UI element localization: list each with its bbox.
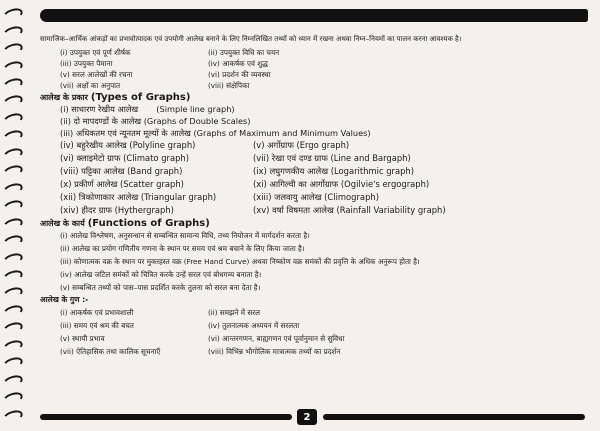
spiral-ring	[2, 251, 24, 268]
spiral-binding	[3, 0, 21, 431]
spiral-ring	[2, 338, 24, 355]
spiral-ring	[2, 181, 24, 198]
spiral-ring	[2, 198, 24, 215]
types-heading	[40, 91, 590, 103]
spiral-ring	[2, 24, 24, 41]
function-item: (iii) कोणात्मक वक्र के स्थान पर मुक्तहस्त वक्र (Free Hand Curve) अथवा निष्कोण वक्र समंकों की प्रवृत्ति के अधिक अनुरूप होता है।	[60, 256, 420, 266]
spiral-ring	[2, 94, 24, 111]
merit-row	[40, 306, 590, 319]
merit-item: (iv) तुलनात्मक अध्ययन में सरलता	[208, 320, 300, 330]
type-item: (xii) त्रिकोणाकार आलेख (Triangular graph)	[60, 192, 217, 202]
rule-item: (i) उपयुक्त एवं पूर्ण शीर्षक	[60, 47, 131, 57]
merit-item: (ii) समझने में सरल	[208, 307, 261, 317]
type-item: (i) साधारण रेखीय आलेख (Simple line graph)	[60, 103, 235, 114]
rule-item: (iii) उपयुक्त पैमाना	[60, 58, 113, 68]
spiral-ring	[2, 373, 24, 390]
spiral-ring	[2, 355, 24, 372]
rule-item: (iv) आकर्षक एवं शुद्ध	[208, 58, 268, 68]
type-row	[40, 139, 590, 152]
rule-item: (v) सरल आलेखों की रचना	[60, 69, 133, 79]
spiral-ring	[2, 129, 24, 146]
spiral-ring	[2, 408, 24, 425]
type-item: (xi) आगिल्वी का आर्गोग्राफ (Ogilvie's ergograph)	[253, 179, 430, 189]
type-item: (viii) पट्टिका आलेख (Band graph)	[60, 166, 183, 176]
rule-item: (vii) अक्षों का अनुपात	[60, 80, 121, 90]
spiral-ring	[2, 390, 24, 407]
type-item: (v) अर्गोग्राफ (Ergo graph)	[253, 140, 350, 150]
merit-row	[40, 332, 590, 345]
merit-item: (vi) आन्तरगणन, बाह्यगणन एवं पूर्वानुमान से सुविधा	[208, 333, 345, 343]
spiral-ring	[2, 146, 24, 163]
type-item: (vi) क्लाइमेटो ग्राफ (Climato graph)	[60, 153, 189, 163]
merits-heading: आलेख के गुण :-	[40, 295, 89, 304]
rule-row	[40, 80, 590, 91]
spiral-ring	[2, 6, 24, 23]
type-item: (x) प्रकीर्ण आलेख (Scatter graph)	[60, 179, 184, 189]
functions-heading-hi: आलेख के कार्य	[40, 218, 85, 228]
type-row	[40, 178, 590, 191]
footer-bar-left	[40, 414, 292, 420]
type-item: (iii) अधिकतम एवं न्यूनतम मूल्यों के आलेख (Graphs of Maximum and Minimum Values)	[60, 127, 371, 138]
type-item: (xiv) हीदर ग्राफ (Hythergraph)	[60, 205, 174, 215]
spiral-ring	[2, 111, 24, 128]
spiral-ring	[2, 303, 24, 320]
type-row	[40, 204, 590, 217]
merit-item: (iii) समय एवं श्रम की बचत	[60, 320, 134, 330]
rule-item: (viii) संक्षेपिका	[208, 80, 250, 90]
page-content	[40, 35, 590, 358]
spiral-ring	[2, 59, 24, 76]
type-row	[40, 165, 590, 178]
functions-heading-en: (Functions of Graphs)	[87, 217, 210, 229]
merit-item: (v) स्थायी प्रभाव	[60, 333, 105, 343]
rule-row	[40, 47, 590, 58]
type-item: (iv) बहुरेखीय आलेख (Polyline graph)	[60, 140, 196, 150]
page-number: 2	[297, 409, 317, 425]
merit-row	[40, 319, 590, 332]
merit-item: (vii) ऐतिहासिक तथा कालिक सूचनाएँ	[60, 346, 161, 356]
type-item: (xv) वर्षा विषमता आलेख (Rainfall Variability graph)	[253, 205, 446, 215]
types-heading-en: (Types of Graphs)	[90, 91, 191, 103]
type-item: (ix) लघुगणकीय आलेख (Logarithmic graph)	[253, 166, 415, 176]
type-row	[40, 152, 590, 165]
function-item: (v) सम्बन्धित तथ्यों को पास–पास प्रदर्शित करके तुलना को सरल बना देता है।	[60, 282, 261, 292]
rule-item: (vi) प्रदर्शन की व्यवस्था	[208, 69, 271, 79]
function-item: (i) आलेख विश्लेषण, अनुसन्धान से सम्बन्धित सामान्य विधि, तथ्य नियोजन में मार्गदर्शन करता है।	[60, 230, 310, 240]
spiral-ring	[2, 41, 24, 58]
merit-item: (i) आकर्षक एवं प्रभावशाली	[60, 307, 134, 317]
types-heading-hi: आलेख के प्रकार	[40, 92, 88, 102]
spiral-ring	[2, 76, 24, 93]
spiral-ring	[2, 233, 24, 250]
type-item: (xiii) जलवायु आलेख (Climograph)	[253, 192, 379, 202]
rule-item: (ii) उपयुक्त विधि का चयन	[208, 47, 280, 57]
rule-row	[40, 58, 590, 69]
spiral-ring	[2, 321, 24, 338]
spiral-ring	[2, 216, 24, 233]
spiral-ring	[2, 163, 24, 180]
spiral-ring	[2, 268, 24, 285]
function-item: (ii) आलेख का प्रयोग गणितीय गणना के स्थान पर समय एवं श्रम बचाने के लिए किया जाता है।	[60, 243, 305, 253]
type-item: (ii) दो मापदण्डों के आलेख (Graphs of Double Scales)	[60, 115, 251, 126]
footer-bar-right	[323, 414, 585, 420]
merit-item: (viii) विभिन्न भौगोलिक मात्रात्मक तथ्यों का प्रदर्शन	[208, 346, 341, 356]
merit-row	[40, 345, 590, 358]
type-item: (vii) रेखा एवं दण्ड ग्राफ (Line and Bargaph)	[253, 153, 411, 163]
functions-heading	[40, 217, 590, 229]
intro-paragraph: सामाजिक–आर्थिक आंकड़ों का प्रभावोत्पादक एवं उपयोगी आलेख बनाने के लिए निम्नलिखित तथ्यों को ध्यान में रखना अथवा निम्न–नियमों का पालन करना आवश्यक है।	[40, 35, 462, 43]
type-row	[40, 191, 590, 204]
rule-row	[40, 69, 590, 80]
function-item: (iv) आलेख जटिल समंकों को चित्रित करके उन्हें सरल एवं बोधगम्य बनाता है।	[60, 269, 262, 279]
spiral-ring	[2, 286, 24, 303]
header-bar	[40, 9, 588, 22]
